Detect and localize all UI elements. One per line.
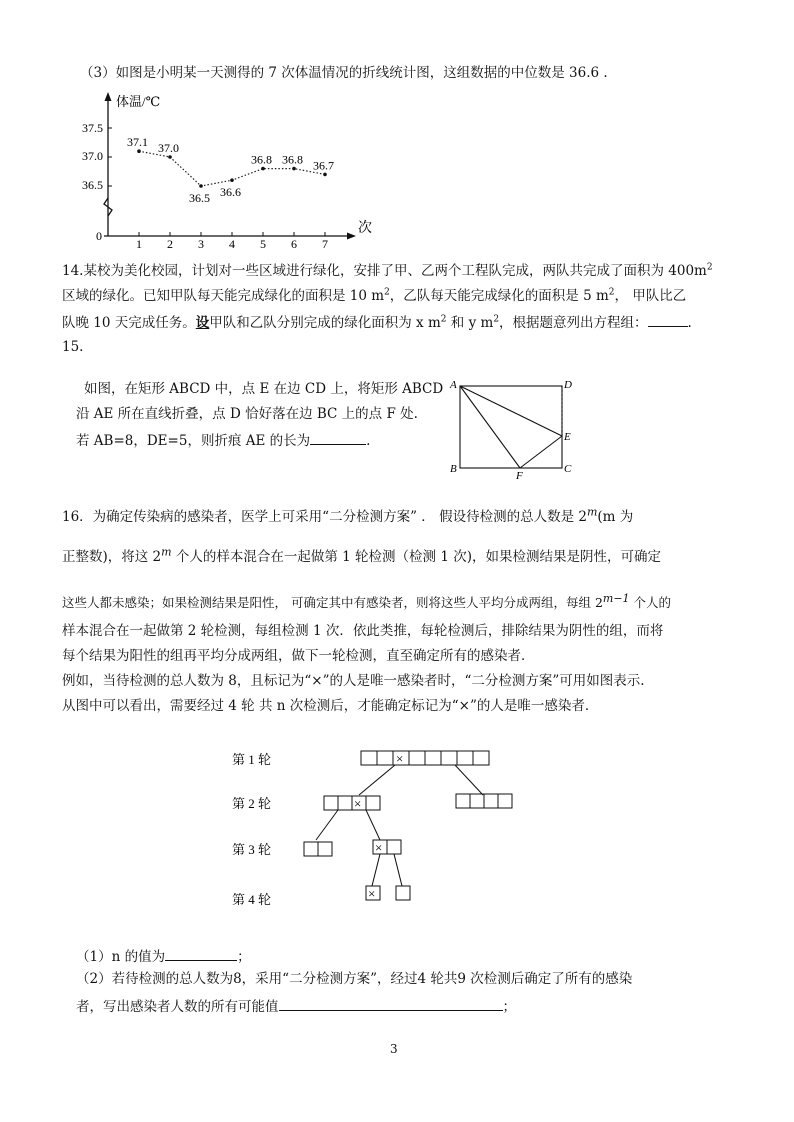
segment-fe	[520, 436, 562, 468]
infected-mark: ×	[354, 796, 362, 811]
branch-line	[372, 854, 380, 886]
round3-right-group	[373, 840, 401, 855]
data-label: 37.0	[158, 141, 179, 155]
y-axis-label: 体温/℃	[116, 94, 161, 109]
infected-mark: ×	[375, 840, 383, 855]
point-label-d: D	[564, 379, 572, 391]
point-label-b: B	[450, 463, 457, 475]
x-tick-label: 3	[198, 237, 204, 250]
q15-line1: 如图，在矩形 ABCD 中，点 E 在边 CD 上，将矩形 ABCD	[84, 381, 444, 397]
branch-line	[316, 810, 338, 840]
round-label: 第 2 轮	[232, 796, 272, 811]
data-label: 36.5	[189, 191, 210, 205]
sample-box	[396, 886, 410, 900]
data-point	[199, 184, 203, 188]
round2-left-group	[324, 796, 380, 811]
branch-line	[455, 765, 483, 795]
data-label: 36.8	[282, 152, 303, 167]
data-point	[261, 167, 265, 171]
data-label: 36.8	[251, 152, 272, 167]
answer-blank[interactable]	[310, 430, 366, 445]
q13-3-text: （3）如图是小明某一天测得的 7 次体温情况的折线统计图，这组数据的中位数是 36.6 .	[80, 65, 608, 81]
x-tick-label: 4	[229, 237, 235, 250]
data-point	[137, 149, 141, 153]
round-label: 第 1 轮	[232, 752, 272, 767]
data-point	[168, 155, 172, 159]
y-tick-label: 37.5	[82, 121, 103, 135]
x-tick-label: 5	[260, 237, 266, 250]
q14-line3: 队晚 10 天完成任务。设甲队和乙队分别完成的绿化面积为 x $m^2$ 和 y $m^2$，根据题意列出方程组： .	[62, 312, 692, 332]
q15-line2: 沿 AE 所在直线折叠，点 D 恰好落在边 BC 上的点 F 处.	[76, 406, 418, 422]
infected-mark: ×	[396, 751, 404, 766]
q16-sub2-line2: 者，写出感染者人数的所有可能值 ；	[76, 996, 516, 1016]
temperature-line-chart	[80, 90, 380, 250]
answer-blank[interactable]	[165, 946, 237, 961]
data-label: 37.1	[127, 135, 148, 150]
q15-number: 15.	[62, 339, 84, 355]
segment-ae	[460, 386, 562, 436]
branch-line	[366, 810, 380, 840]
data-point	[230, 178, 234, 182]
x-tick-label: 6	[291, 237, 297, 250]
segment-af	[460, 386, 520, 468]
rectangle-fold-figure	[446, 376, 586, 480]
x-tick-label: 2	[167, 237, 173, 250]
q15-line3: 若 AB=8，DE=5，则折痕 AE 的长为 .	[76, 430, 370, 450]
binary-test-tree-diagram	[220, 740, 520, 910]
q14-line1: 14.某校为美化校园，计划对一些区域进行绿化，安排了甲、乙两个工程队完成，两队共完成了面积为 $400m^2$	[62, 262, 713, 279]
round-label: 第 4 轮	[232, 892, 272, 907]
data-point	[292, 167, 296, 171]
round2-right-group	[456, 794, 512, 808]
x-tick-label: 1	[136, 237, 142, 250]
x-axis-label: 次	[358, 221, 372, 236]
q16-sub2-line1: （2）若待检测的总人数为8，采用“二分检测方案”，经过4 轮共9 次检测后确定了所有的感染	[76, 971, 633, 987]
branch-line	[359, 765, 395, 795]
round-label: 第 3 轮	[232, 842, 272, 857]
origin-label: 0	[96, 229, 102, 243]
q16-line5: 每个结果为阳性的组再平均分成两组，做下一轮检测，直至确定所有的感染者．	[62, 648, 535, 664]
data-label: 36.7	[313, 158, 334, 173]
q14-line2: 区域的绿化。已知甲队每天能完成绿化的面积是 10 $m^2$，乙队每天能完成绿化的面积是 5 $m^2$， 甲队比乙	[62, 287, 687, 304]
q16-line3: 这些人都未感染；如果检测结果是阳性， 可确定其中有感染者，则将这些人平均分成两组，每组 $2^{m-1}$ 个人的	[62, 591, 672, 610]
round3-left-group	[304, 842, 332, 856]
q16-line4: 样本混合在一起做第 2 轮检测，每组检测 1 次．依此类推，每轮检测后，排除结果为阴性的组，而将	[62, 623, 664, 639]
x-tick-label: 7	[322, 237, 328, 250]
point-label-a: A	[450, 379, 457, 391]
y-tick-label: 37.0	[82, 149, 103, 163]
data-point	[323, 173, 327, 177]
y-axis-arrow	[105, 92, 112, 101]
y-tick-label: 36.5	[82, 178, 103, 192]
point-label-c: C	[564, 463, 572, 475]
page-number: 3	[390, 1042, 398, 1056]
q16-line6: 例如，当待检测的总人数为 8，且标记为“×”的人是唯一感染者时，“二分检测方案”可用如图表示.	[62, 673, 645, 689]
q16-line1: 16．为确定传染病的感染者，医学上可采用“二分检测方案” ． 假设待检测的总人数是 2$^m$(m 为	[62, 505, 634, 525]
infected-mark: ×	[368, 886, 376, 901]
point-label-f: F	[516, 470, 523, 480]
q16-sub1: （1）n 的值为 ；	[76, 946, 251, 966]
round1-group	[361, 751, 489, 766]
answer-blank[interactable]	[279, 996, 503, 1011]
data-label: 36.6	[220, 185, 241, 200]
point-label-e: E	[564, 431, 571, 443]
q16-line7: 从图中可以看出，需要经过 4 轮 共 n 次检测后，才能确定标记为“×”的人是唯一感染者．	[62, 698, 599, 714]
x-axis-arrow	[347, 233, 356, 240]
answer-blank[interactable]	[648, 312, 688, 327]
branch-line	[394, 854, 402, 886]
q16-line2: 正整数)，将这 2$^m$ 个人的样本混合在一起做第 1 轮检测（检测 1 次)，如果检测结果是阴性，可确定	[62, 545, 661, 565]
